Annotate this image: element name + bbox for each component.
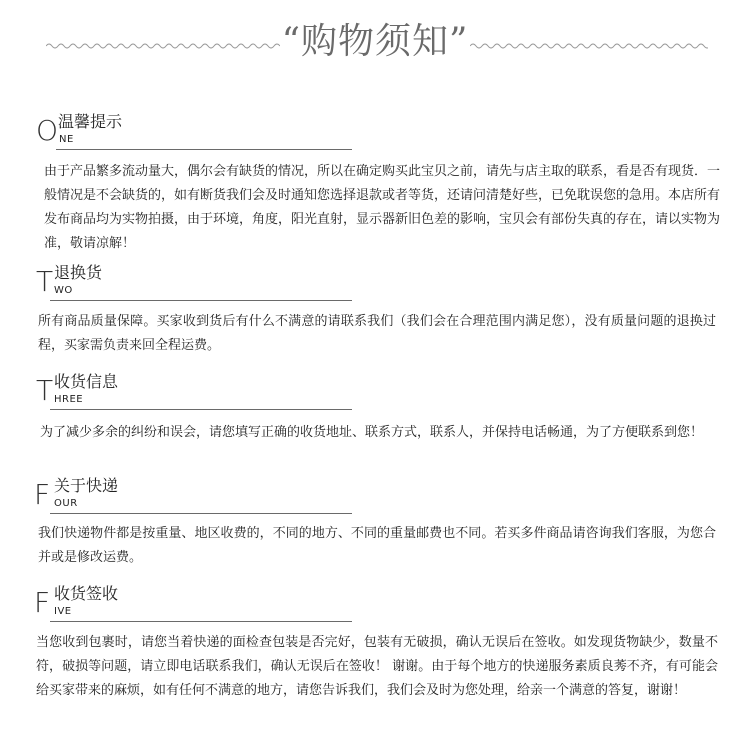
section-body-text: 我们快递物件都是按重量、地区收费的，不同的地方、不同的重量邮费也不同。若买多件商品请咨询我们客服，为您合并或是修改运费。 (38, 526, 716, 565)
section-number-letter: F (34, 478, 51, 511)
section-underline (50, 513, 352, 514)
page-header (0, 14, 750, 70)
section-header-two (36, 263, 356, 303)
section-number-suffix: HREE (54, 394, 84, 405)
section-title: 收货信息 (54, 372, 119, 391)
section-title: 关于快递 (54, 476, 119, 495)
wavy-divider-right (470, 40, 708, 52)
section-number-letter: T (36, 265, 54, 298)
section-number-suffix: WO (54, 285, 73, 296)
section-header-five (34, 584, 354, 624)
section-title: 退换货 (54, 263, 103, 282)
section-number-letter: T (36, 374, 54, 407)
section-number-letter: O (36, 114, 59, 147)
section-header-three (36, 372, 356, 412)
section-underline (50, 409, 352, 410)
section-number-suffix: NE (59, 134, 74, 145)
section-body-text: 为了减少多余的纠纷和误会，请您填写正确的收货地址、联系方式，联系人，并保持电话畅通，为了方便联系到您！ (40, 425, 704, 440)
section-title: 收货签收 (54, 584, 119, 603)
section-number-suffix: IVE (54, 606, 72, 617)
wavy-divider-left (46, 40, 280, 52)
section-header-four (34, 476, 354, 516)
page-title: “购物须知” (281, 21, 469, 62)
section-underline (50, 621, 352, 622)
section-number-suffix: OUR (54, 498, 78, 509)
section-body-text: 当您收到包裹时，请您当着快递的面检查包装是否完好，包装有无破损，确认无误后在签收。如发现货物缺少，数量不符，破损等问题，请立即电话联系我们，确认无误后在签收！ 谢谢。由于每个地方的快递服务素质良莠不齐，有可能会给买家带来的麻烦，如有任何不满意的地方，请您告诉我们，我们会及时为您处理，给亲一个满意的答复，谢谢！ (36, 635, 718, 698)
section-body-text: 由于产品繁多流动量大，偶尔会有缺货的情况，所以在确定购买此宝贝之前，请先与店主取的联系，看是否有现货．一般情况是不会缺货的，如有断货我们会及时通知您选择退款或者等货，还请问清楚好些，已免耽误您的急用。本店所有发布商品均为实物拍摄，由于环境，角度，阳光直射，显示器新旧色差的影响，宝贝会有部份失真的存在，请以实物为准，敬请凉解！ (44, 164, 721, 251)
section-underline (50, 300, 352, 301)
section-title: 温馨提示 (58, 112, 123, 131)
section-body-text: 所有商品质量保障。买家收到货后有什么不满意的请联系我们（我们会在合理范围内满足您），没有质量问题的退换过程，买家需负责来回全程运费。 (38, 314, 716, 353)
section-underline (56, 149, 352, 150)
section-number-letter: F (34, 586, 51, 619)
section-header-one (36, 112, 356, 152)
